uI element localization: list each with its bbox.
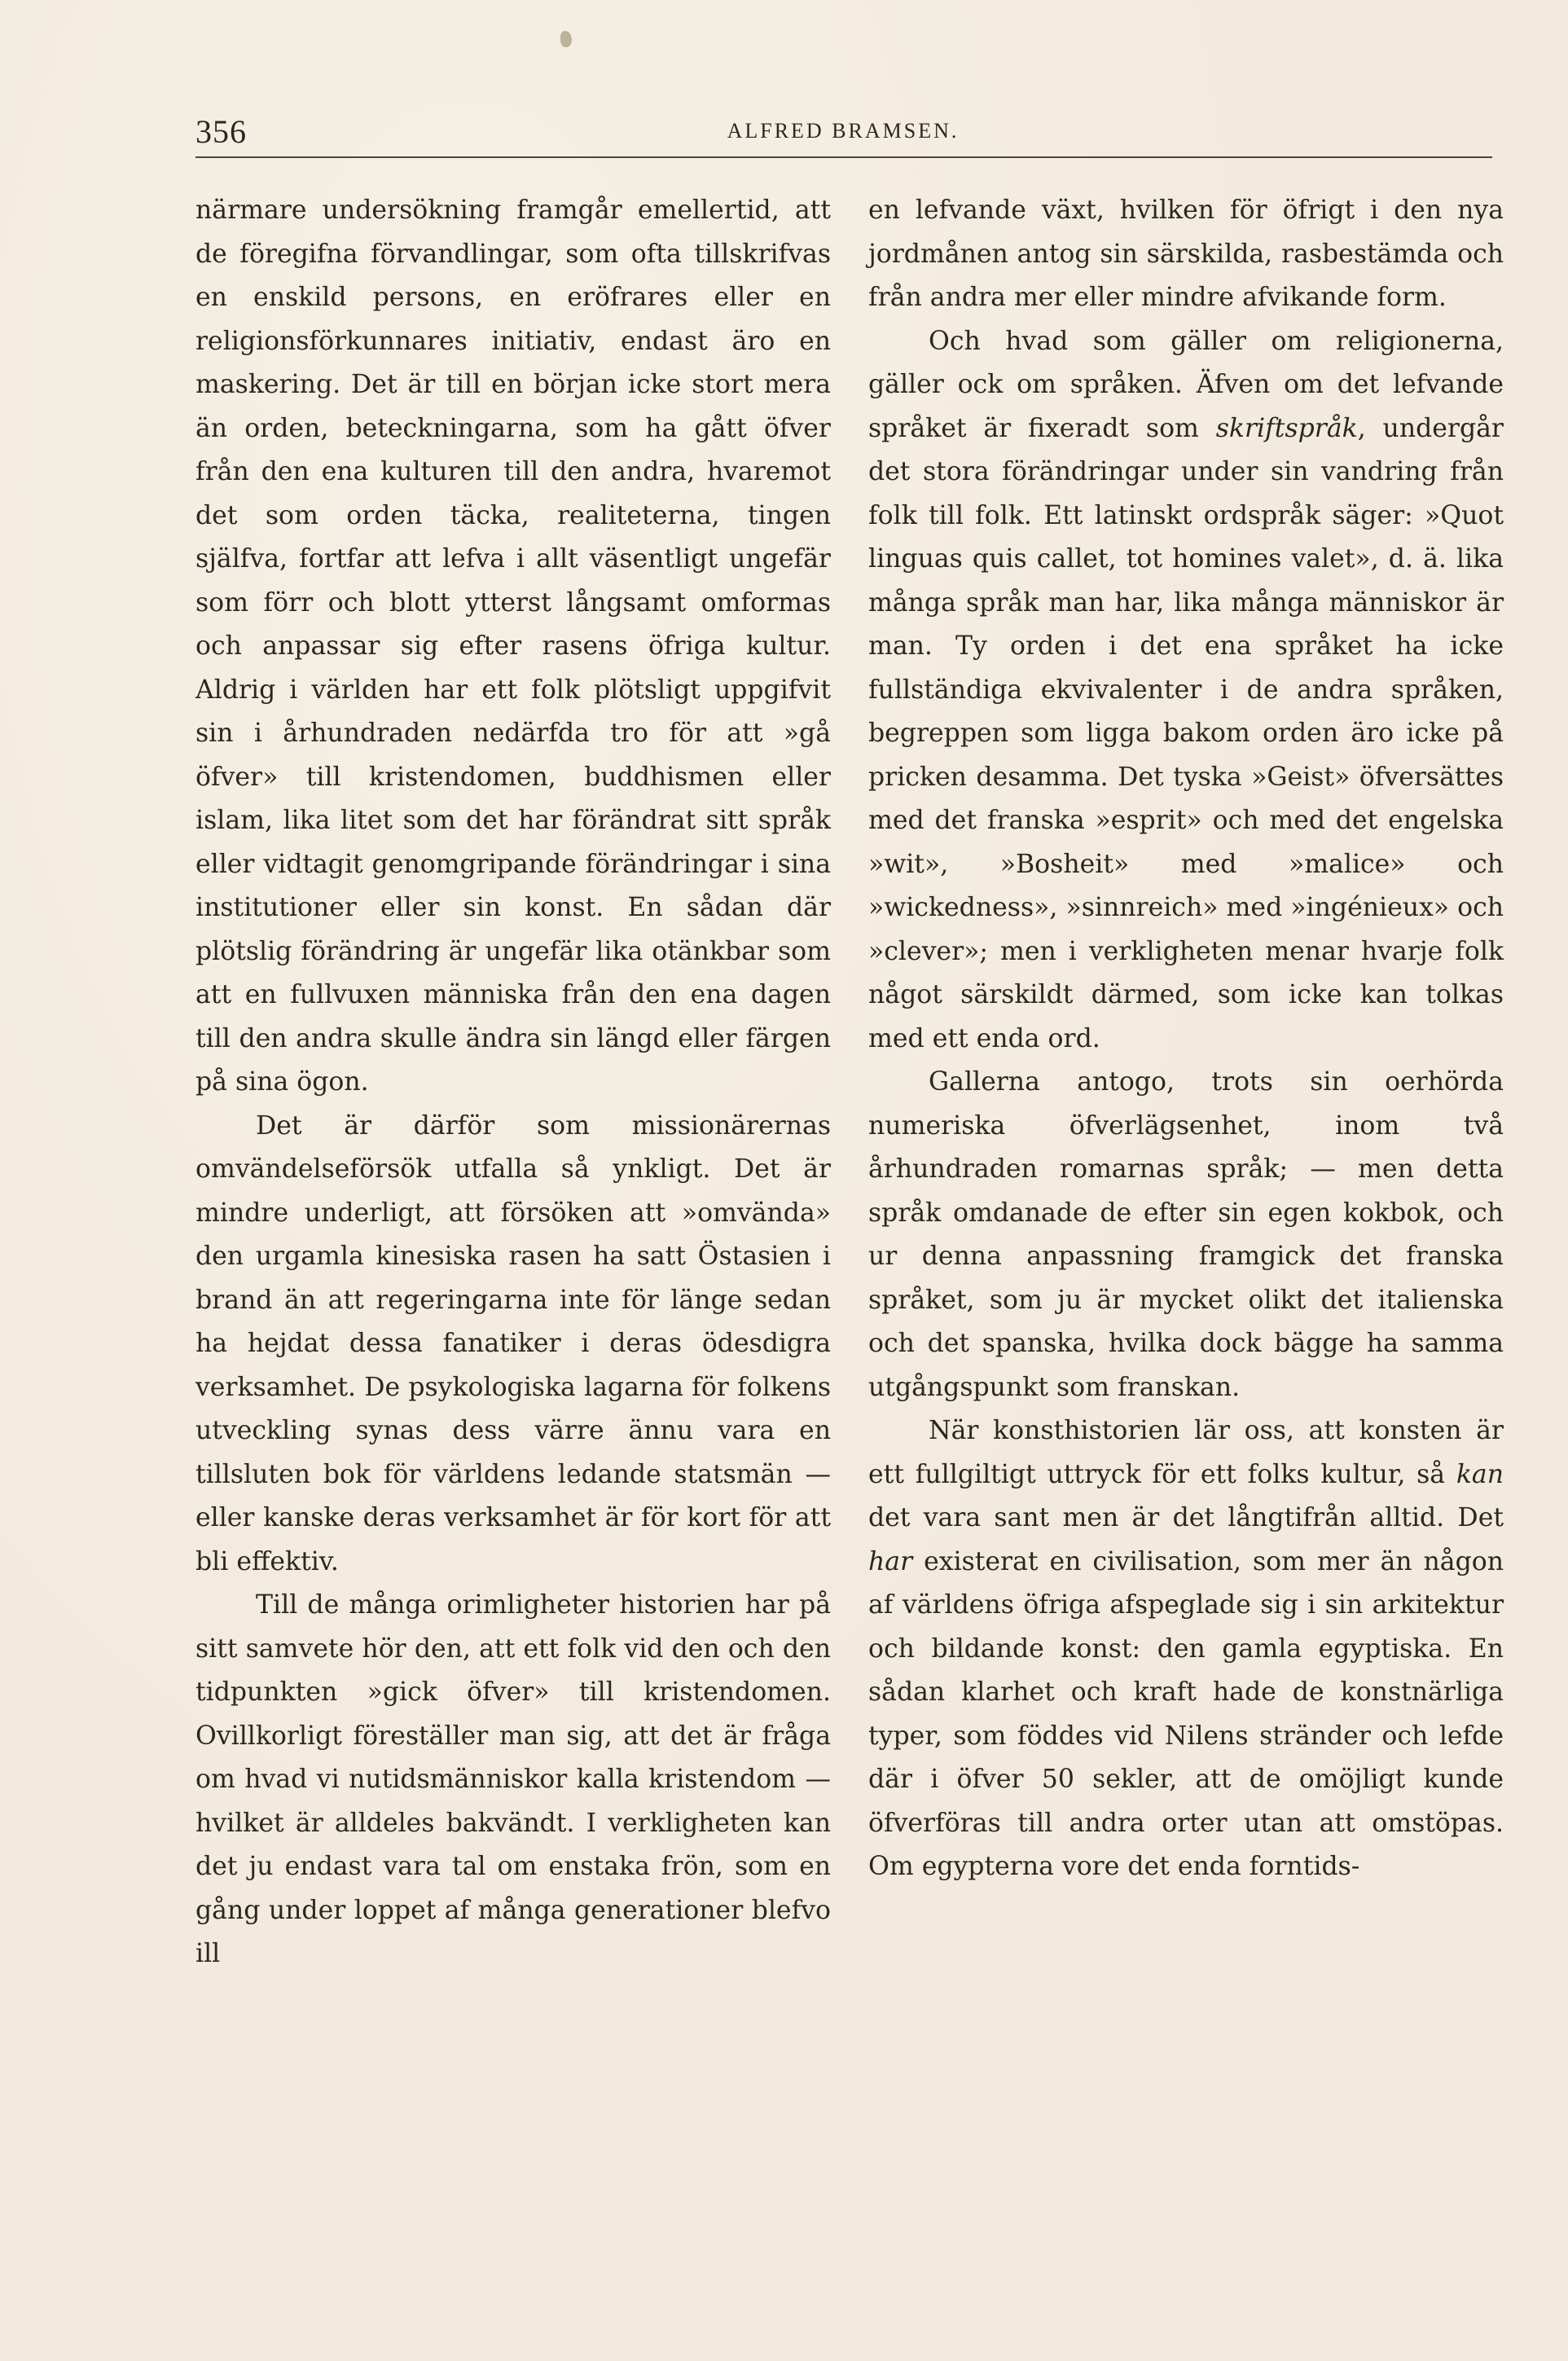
text-run: Det är därför som missionärernas omvändelseförsök utfalla så ynkligt. Det är mindre underligt, att försöken att »omvända» den urgamla kinesiska rasen ha satt Östasien i brand än att regeringarna inte för länge sedan ha hejdat dessa fanatiker i deras ödesdigra verksamhet. De psykologiska lagarna för folkens utveckling synas dess värre ännu vara en tillsluten bok för världens ledande statsmän — eller kanske deras verksamhet är för kort för att bli effektiv. bbox=[195, 1110, 831, 1576]
paragraph bbox=[195, 1584, 831, 1976]
italic-text: skriftspråk bbox=[1215, 413, 1358, 443]
left-column bbox=[195, 189, 831, 1976]
text-run: Och hvad som gäller om religionerna, gäller ock om språken. Äfven om det lefvande språket är fixeradt som bbox=[868, 326, 1504, 443]
italic-text: kan bbox=[1456, 1459, 1504, 1489]
page-number: 356 bbox=[195, 113, 247, 150]
text-run: , undergår det stora förändringar under sin vandring från folk till folk. Ett latinskt ordspråk säger: »Quot linguas quis callet, tot homines valet», d. ä. lika många språk man har, lika många människor är man. Ty orden i det ena språket ha icke fullständiga ekvivalenter i de andra språken, begreppen som ligga bakom orden äro icke på pricken desamma. Det tyska »Geist» öfversättes med det franska »esprit» och med det engelska »wit», »Bosheit» med »malice» och »wickedness», »sinnreich» med »ingénieux» och »clever»; men i verkligheten menar hvarje folk något särskildt därmed, som icke kan tolkas med ett enda ord. bbox=[868, 413, 1504, 1053]
italic-text: har bbox=[868, 1546, 913, 1576]
text-run: existerat en civilisation, som mer än någon af världens öfriga afspeglade sig i sin arkitektur och bildande konst: den gamla egyptiska. En sådan klarhet och kraft hade de konstnärliga typer, som föddes vid Nilens stränder och lefde där i öfver 50 sekler, att de omöjligt kunde öfverföras till andra orter utan att omstöpas. Om egypterna vore det enda forntids- bbox=[868, 1546, 1504, 1881]
paragraph bbox=[868, 1061, 1504, 1409]
paper-speck bbox=[560, 31, 572, 47]
paragraph bbox=[868, 189, 1504, 320]
text-run: närmare undersökning framgår emellertid, att de föregifna förvandlingar, som ofta tillskrifvas en enskild persons, en eröfrares eller en religionsförkunnares initiativ, endast äro en maskering. Det är till en början icke stort mera än orden, beteckningarna, som ha gått öfver från den ena kulturen till den andra, hvaremot det som orden täcka, realiteterna, tingen själfva, fortfar att lefva i allt väsentligt ungefär som förr och blott ytterst långsamt omformas och anpassar sig efter rasens öfriga kultur. Aldrig i världen har ett folk plötsligt uppgifvit sin i århundraden nedärfda tro för att »gå öfver» till kristendomen, buddhismen eller islam, lika litet som det har förändrat sitt språk eller vidtagit genomgripande förändringar i sina institutioner eller sin konst. En sådan där plötslig förändring är ungefär lika otänkbar som att en fullvuxen människa från den ena dagen till den andra skulle ändra sin längd eller färgen på sina ögon. bbox=[195, 196, 831, 1097]
text-run: det vara sant men är det långtifrån alltid. Det bbox=[868, 1503, 1504, 1532]
running-head: ALFRED BRAMSEN. bbox=[727, 119, 960, 143]
text-run: Till de många orimligheter historien har på sitt samvete hör den, att ett folk vid den och den tidpunkten »gick öfver» till kristendomen. Ovillkorligt föreställer man sig, att det är fråga om hvad vi nutidsmänniskor kalla kristendom — hvilket är alldeles bakvändt. I verkligheten kan det ju endast vara tal om enstaka frön, som en gång under loppet af många generationer blefvo ill bbox=[195, 1590, 831, 1968]
text-run: en lefvande växt, hvilken för öfrigt i den nya jordmånen antog sin särskilda, rasbestämda och från andra mer eller mindre afvikande form. bbox=[868, 196, 1504, 312]
paragraph bbox=[868, 320, 1504, 1062]
header-rule bbox=[195, 156, 1492, 158]
text-run: När konsthistorien lär oss, att konsten är ett fullgiltigt uttryck för ett folks kultur, så bbox=[868, 1416, 1504, 1489]
paragraph bbox=[195, 1105, 831, 1585]
text-run: Gallerna antogo, trots sin oerhörda numeriska öfverlägsenhet, inom två århundraden romarnas språk; — men detta språk omdanade de efter sin egen kokbok, och ur denna anpassning framgick det franska språket, som ju är mycket olikt det italienska och det spanska, hvilka dock bägge ha samma utgångspunkt som franskan. bbox=[868, 1067, 1504, 1402]
page-header bbox=[195, 108, 1491, 156]
paragraph bbox=[868, 1409, 1504, 1889]
right-column bbox=[868, 189, 1504, 1889]
paragraph bbox=[195, 189, 831, 1105]
